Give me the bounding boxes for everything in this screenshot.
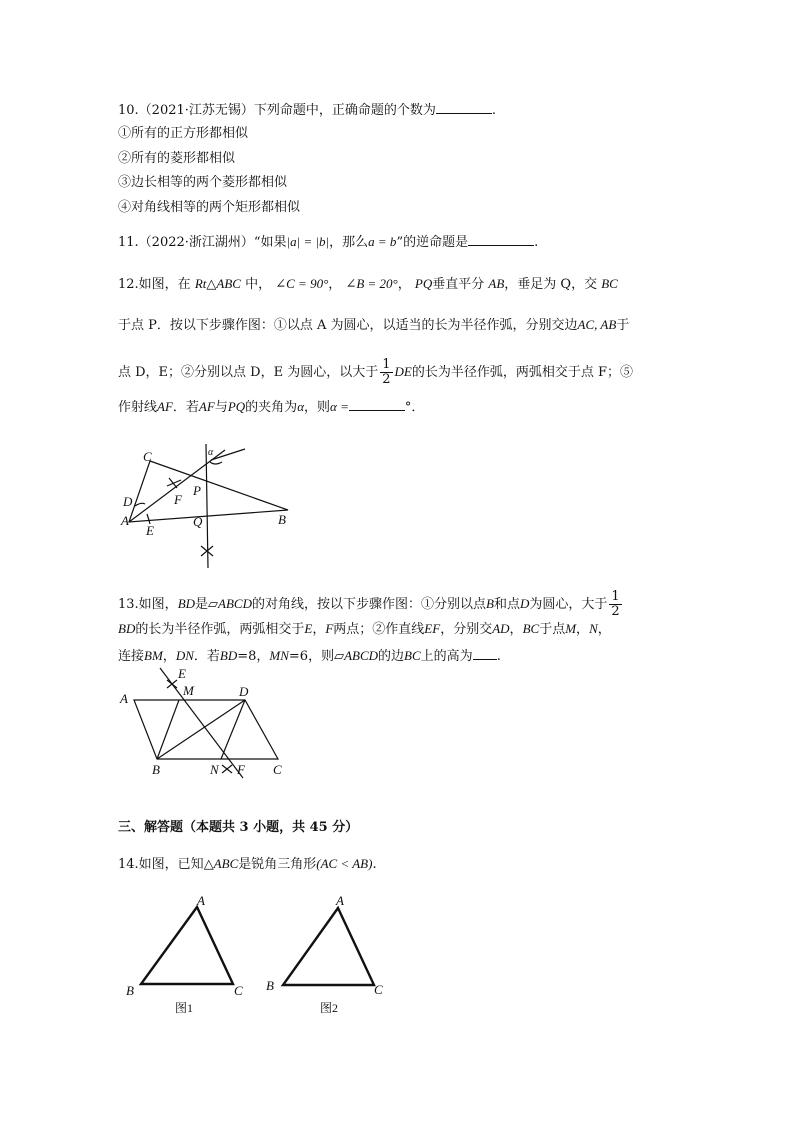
q13-math: BC bbox=[404, 648, 421, 663]
section-3-title: 三、解答题（本题共 3 小题，共 45 分） bbox=[118, 820, 359, 835]
arc-mark-e bbox=[167, 680, 177, 688]
q13-text: 于点 bbox=[539, 622, 566, 637]
q13-math: BM bbox=[144, 648, 163, 663]
q12-text: ，垂足为 Q，交 bbox=[504, 277, 598, 292]
q12-math: DE bbox=[394, 364, 412, 379]
label-f: F bbox=[237, 762, 245, 777]
q13-text: ， bbox=[576, 622, 590, 637]
label-a: A bbox=[121, 513, 129, 528]
q14-figure-2 bbox=[262, 888, 397, 1018]
q13-text: 的长为半径作弧，两弧相交于 bbox=[135, 622, 305, 637]
q10-option-2: ②所有的菱形都相似 bbox=[118, 151, 236, 166]
q13-text: 连接 bbox=[118, 649, 145, 664]
label-q: Q bbox=[193, 514, 203, 529]
q10-option-3: ③边长相等的两个菱形都相似 bbox=[118, 175, 288, 190]
label-b: B bbox=[278, 512, 286, 527]
q12-math: PQ bbox=[414, 276, 433, 291]
q13-text: ，分别交 bbox=[440, 622, 493, 637]
q12-line-4 bbox=[118, 398, 424, 417]
q13-math: BD bbox=[219, 648, 238, 663]
fraction-numerator: 1 bbox=[611, 589, 620, 604]
q13-math: BC bbox=[522, 621, 540, 636]
q12-math: ∠B = 20° bbox=[345, 276, 398, 291]
q13-math: AD bbox=[492, 621, 510, 636]
q13-math: E bbox=[304, 621, 313, 636]
label-a: A bbox=[197, 893, 205, 908]
alpha-arc bbox=[210, 462, 222, 464]
q12-math: α = bbox=[330, 399, 349, 414]
q14-figure-1 bbox=[120, 890, 255, 1018]
diagonal-bd bbox=[157, 700, 245, 759]
q12-text: ， bbox=[328, 277, 342, 292]
q13-text: =6，则▱ bbox=[288, 649, 345, 664]
arc-bottom bbox=[201, 546, 213, 556]
q12-line-1 bbox=[118, 275, 618, 294]
label-c: C bbox=[234, 983, 243, 998]
q12-text: 作射线 bbox=[118, 400, 158, 415]
q12-math: Rt△ABC bbox=[194, 276, 241, 291]
direction-line bbox=[211, 449, 245, 460]
q13-math: B bbox=[486, 596, 494, 611]
label-e: E bbox=[178, 666, 186, 681]
q10-stem bbox=[118, 101, 496, 120]
q10-stem-text: 10.（2021·江苏无锡）下列命题中，正确命题的个数为 bbox=[118, 103, 436, 118]
q12-math: AB bbox=[488, 276, 505, 291]
q14-condition: (AC < AB) bbox=[316, 856, 373, 871]
label-a: A bbox=[336, 893, 344, 908]
q12-text: 的长为半径作弧，两弧相交于点 F；⑤ bbox=[411, 365, 634, 380]
q12-math: α bbox=[297, 399, 305, 414]
q12-math: AF bbox=[157, 399, 173, 414]
q11-stem bbox=[118, 233, 538, 252]
q12-math: ∠C = 90° bbox=[275, 276, 329, 291]
q13-math: N bbox=[589, 621, 598, 636]
q13-math: F bbox=[325, 621, 334, 636]
label-p: P bbox=[193, 483, 201, 498]
q10-answer-blank[interactable] bbox=[436, 101, 492, 114]
q10-option-1: ①所有的正方形都相似 bbox=[118, 126, 249, 141]
q12-text: ， bbox=[397, 277, 411, 292]
figure-1-caption: 图1 bbox=[175, 1001, 194, 1015]
q12-text: 垂直平分 bbox=[432, 277, 485, 292]
q12-math: PQ bbox=[227, 399, 246, 414]
q13-text: 两点；②作直线 bbox=[333, 622, 425, 637]
q13-text: 为圆心，大于 bbox=[529, 597, 608, 612]
arc-d bbox=[135, 503, 145, 506]
q11-answer-blank[interactable] bbox=[468, 233, 534, 246]
q13-text: 是▱ bbox=[195, 597, 219, 612]
label-a: A bbox=[120, 691, 128, 706]
q13-math: EF bbox=[424, 621, 441, 636]
q12-math: BC bbox=[601, 276, 618, 291]
q13-text: . bbox=[496, 649, 501, 664]
label-d: D bbox=[239, 684, 249, 699]
q14-text: 是锐角三角形 bbox=[238, 857, 317, 872]
q13-math: M bbox=[565, 621, 577, 636]
q12-text: ．若 bbox=[172, 400, 199, 415]
q11-text-d: . bbox=[534, 235, 539, 250]
q13-text: ， bbox=[312, 622, 326, 637]
q12-text: 12.如图，在 bbox=[118, 277, 191, 292]
label-b: B bbox=[126, 983, 134, 998]
q12-text: 与 bbox=[214, 400, 228, 415]
label-b: B bbox=[152, 762, 160, 777]
arc-mark-f bbox=[222, 765, 232, 773]
figure-2-caption: 图2 bbox=[320, 1001, 339, 1015]
q12-math: AC, AB bbox=[577, 317, 617, 332]
label-d: D bbox=[123, 494, 133, 509]
triangle-abc-fig1 bbox=[141, 907, 233, 984]
q12-text: ，则 bbox=[304, 400, 331, 415]
q13-text: ， bbox=[509, 622, 523, 637]
q12-text: °． bbox=[404, 400, 425, 415]
q12-figure bbox=[115, 440, 305, 572]
q10-option-4: ④对角线相等的两个矩形都相似 bbox=[118, 200, 301, 215]
label-m: M bbox=[183, 683, 194, 698]
label-b: B bbox=[266, 978, 274, 993]
q12-line-3 bbox=[118, 358, 633, 387]
q14-text: 14.如图，已知 bbox=[118, 857, 204, 872]
label-alpha: α bbox=[208, 447, 214, 458]
q13-math: D bbox=[519, 596, 530, 611]
q13-text: 和点 bbox=[493, 597, 520, 612]
q13-answer-blank[interactable] bbox=[473, 647, 497, 660]
q12-answer-blank[interactable] bbox=[349, 398, 405, 411]
label-f: F bbox=[174, 492, 182, 507]
q12-text: 于 bbox=[616, 318, 630, 333]
q12-text: 的夹角为 bbox=[245, 400, 298, 415]
q11-text-b: ，那么 bbox=[329, 235, 369, 250]
q12-math: AF bbox=[198, 399, 215, 414]
fraction-numerator: 1 bbox=[382, 357, 391, 372]
label-c: C bbox=[374, 982, 383, 997]
q13-fraction bbox=[609, 590, 621, 619]
arc-f bbox=[167, 478, 181, 488]
q14-stem bbox=[118, 855, 377, 874]
q13-math: ABCD bbox=[344, 648, 379, 663]
q13-math: DN bbox=[175, 648, 194, 663]
q12-text: 点 D，E；②分别以点 D，E 为圆心，以大于 bbox=[118, 365, 379, 380]
q11-condition: a = b bbox=[368, 234, 397, 249]
q13-math: BD bbox=[118, 621, 136, 636]
q13-text: 上的高为 bbox=[420, 649, 473, 664]
q13-line-3 bbox=[118, 647, 501, 666]
q13-text: 13.如图， bbox=[118, 597, 178, 612]
label-c: C bbox=[273, 762, 282, 777]
q13-text: =8， bbox=[237, 649, 270, 664]
q11-text-a: 11.（2022·浙江湖州）“如果 bbox=[118, 235, 287, 250]
q10-stem-end: . bbox=[491, 103, 497, 118]
q13-math: BD bbox=[177, 596, 196, 611]
q13-text: ， bbox=[162, 649, 176, 664]
q11-abs-b: |b| bbox=[315, 234, 330, 249]
q12-line-2 bbox=[118, 316, 629, 335]
fraction-denominator: 2 bbox=[611, 604, 620, 619]
fraction-denominator: 2 bbox=[382, 372, 391, 387]
q13-math: MN bbox=[269, 648, 289, 663]
q13-text: 的边 bbox=[378, 649, 405, 664]
q11-equals: = bbox=[300, 234, 316, 249]
q13-text: 的对角线，按以下步骤作图：①分别以点 bbox=[251, 597, 486, 612]
q11-abs-a: |a| bbox=[286, 234, 301, 249]
q12-text: 中， bbox=[245, 277, 272, 292]
segment-dn bbox=[221, 700, 245, 759]
triangle-abc bbox=[129, 461, 288, 522]
q12-fraction bbox=[380, 358, 392, 387]
q13-text: ， bbox=[597, 622, 611, 637]
label-c: C bbox=[143, 449, 152, 464]
q13-figure bbox=[115, 666, 295, 782]
q12-text: 于点 P．按以下步骤作图：①以点 A 为圆心，以适当的长为半径作弧，分别交边 bbox=[118, 318, 578, 333]
label-e: E bbox=[146, 523, 154, 538]
label-n: N bbox=[210, 762, 219, 777]
triangle-abc-fig2 bbox=[283, 908, 374, 985]
q13-line-1 bbox=[118, 590, 624, 619]
q14-math: △ABC bbox=[203, 856, 239, 871]
q14-text: . bbox=[372, 857, 377, 872]
q13-math: ABCD bbox=[218, 596, 252, 611]
segment-bm bbox=[157, 700, 179, 759]
q11-text-c: ”的逆命题是 bbox=[396, 235, 469, 250]
q13-line-2 bbox=[118, 620, 611, 639]
q13-text: ．若 bbox=[193, 649, 220, 664]
